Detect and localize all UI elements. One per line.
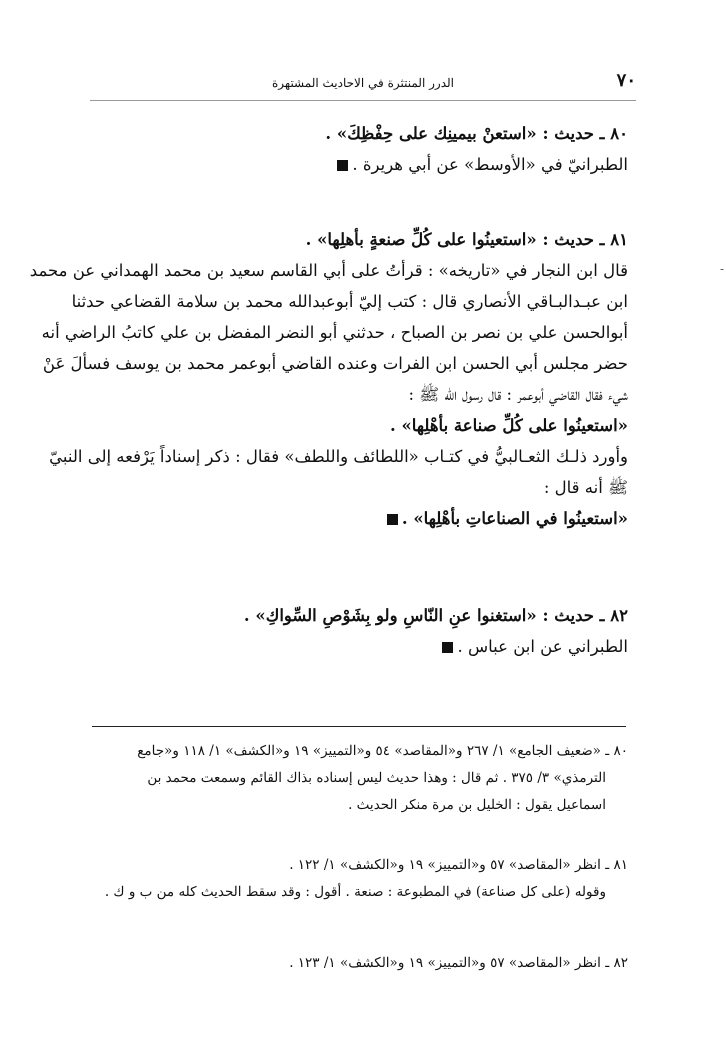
hadith-81-title: ٨١ ـ حديث : «استعينُوا على كُلِّ صنعةٍ بأهلِها» . (305, 230, 628, 249)
end-mark (387, 514, 398, 525)
footnote-line: ٨٢ ـ انظر «المقاصد» ٥٧ و«التمييز» ١٩ و«الكشف» ١/ ١٢٣ . (289, 955, 628, 971)
page-number: ٧٠ (616, 70, 636, 91)
hadith-82 (92, 600, 628, 662)
hadith-81-line: أبوالحسن علي بن نصر بن الصباح ، حدثني أبو النضر المفضل بن علي كاتبُ الراضي أنه (41, 323, 628, 342)
hadith-80-source: الطبرانيّ في «الأوسط» عن أبي هريرة . (92, 149, 628, 180)
hadith-81-line: حضر مجلس أبي الحسن ابن الفرات وعنده القاضي أبوعمر محمد بن يوسف فسألَ عَنْ (42, 354, 628, 373)
footnote-81 (92, 852, 628, 906)
hadith-81-line: وأورد ذلـك الثعـالبيُّ في كتـاب «اللطائف واللطف» فقال : ذكر إسناداً يَرْفعه إلى النبيّ (49, 447, 628, 466)
footnote-line: ٨٠ ـ «ضعيف الجامع» ١/ ٢٦٧ و«المقاصد» ٥٤ و«التمييز» ١٩ و«الكشف» ١/ ١١٨ و«جامع (137, 743, 628, 759)
end-mark (442, 642, 453, 653)
edge-mark: - (720, 262, 725, 276)
hadith-82-source: الطبراني عن ابن عباس . (92, 631, 628, 662)
footnote-line: الترمذي» ٣/ ٣٧٥ . ثم قال : وهذا حديث ليس إسناده بذاك القائم وسمعت محمد بن (147, 770, 606, 786)
footnote-82 (92, 950, 628, 977)
hadith-81-line: شيء فقال القاضي أبوعمر : قال رسول الله ﷺ : (408, 385, 628, 404)
hadith-81-quote: «استعينُوا على كُلِّ صناعة بأهْلِها» . (389, 416, 628, 435)
footnote-line: ٨١ ـ انظر «المقاصد» ٥٧ و«التمييز» ١٩ و«الكشف» ١/ ١٢٢ . (289, 857, 628, 873)
hadith-81-line: ﷺ أنه قال : (543, 478, 628, 497)
hadith-81-line: قال ابن النجار في «تاريخه» : قرأتُ على أبي القاسم سعيد بن محمد الهمداني عن محمد (29, 261, 628, 280)
hadith-80 (92, 118, 628, 180)
hadith-81-quote: «استعينُوا في الصناعاتِ بأهْلِها» . (92, 503, 628, 534)
footnote-80 (92, 738, 628, 819)
footnote-divider (92, 726, 626, 727)
end-mark (337, 160, 348, 171)
hadith-80-title: ٨٠ ـ حديث : «استعنْ بيمينِك على حِفْظِكَ» . (325, 124, 628, 143)
hadith-81-line: ابن عبـدالبـاقي الأنصاري قال : كتب إليّ أبوعبدالله محمد بن سلامة القضاعي حدثنا (71, 292, 628, 311)
running-title: الدرر المنتثرة في الاحاديث المشتهرة (272, 76, 454, 90)
footnote-line: اسماعيل يقول : الخليل بن مرة منكر الحديث . (348, 797, 606, 813)
page-header (90, 70, 636, 101)
hadith-82-title: ٨٢ ـ حديث : «استغنوا عنِ النّاسِ ولو بِشَوْصِ السِّواكِ» . (243, 606, 628, 625)
hadith-81 (29, 224, 628, 534)
footnote-line: وقوله (على كل صناعة) في المطبوعة : صنعة . أقول : وقد سقط الحديث كله من ب و ك . (104, 884, 606, 900)
